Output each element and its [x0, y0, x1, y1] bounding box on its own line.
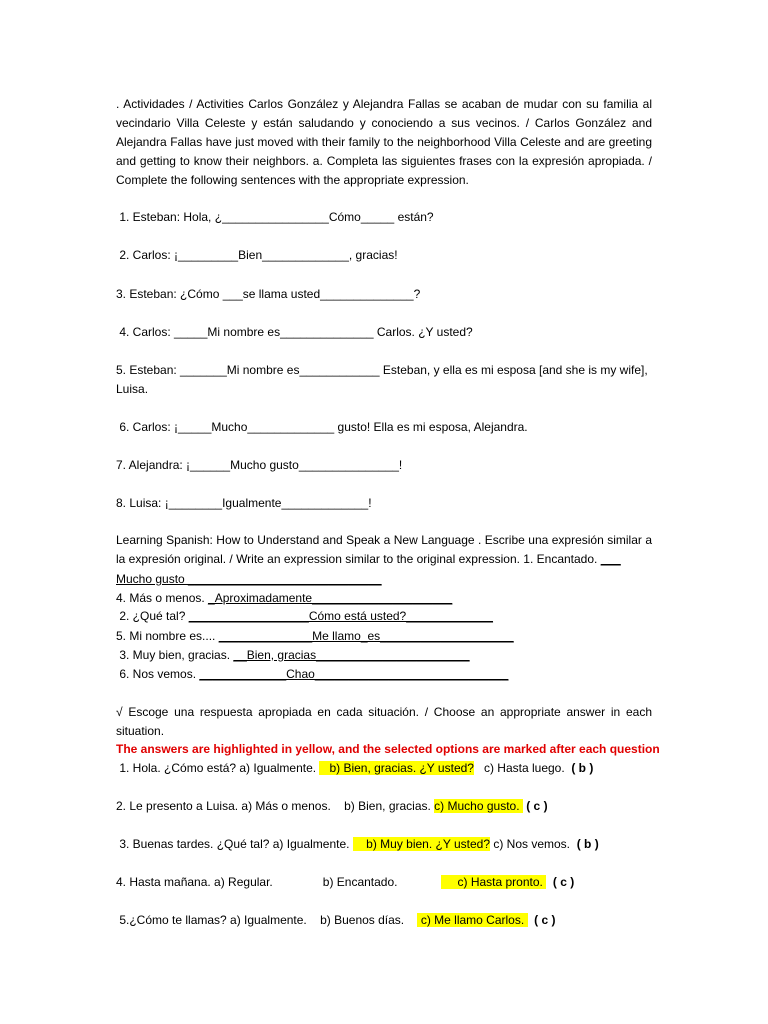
question-2: 2. Le presento a Luisa. a) Más o menos. b) Bien, gracias. c) Mucho gusto. ( c )	[116, 799, 548, 813]
exercise-a-line-4: 4. Carlos: _____Mi nombre es______________ Carlos. ¿Y usted?	[116, 325, 473, 339]
question-4: 4. Hasta mañana. a) Regular. b) Encantado. c) Hasta pronto. ( c )	[116, 875, 575, 889]
question-1: 1. Hola. ¿Cómo está? a) Igualmente. b) Bien, gracias. ¿Y usted? c) Hasta luego. ( b )	[116, 761, 594, 775]
intro-paragraph: . Actividades / Activities Carlos González y Alejandra Fallas se acaban de mudar con su familia al vecindario Villa Celeste y están saludando y conociendo a sus vecinos. / Carlos González and Alejandra Fallas have just moved with their family to the neighborhood Villa Celeste and are greeting and getting to know their neighbors. a. Completa las siguientes frases con la expresión apropiada. / Complete the following sentences with the appropriate expression.	[116, 97, 652, 187]
exercise-a-line-8: 8. Luisa: ¡________Igualmente_____________!	[116, 496, 372, 510]
exercise-a-line-7: 7. Alejandra: ¡______Mucho gusto_______________!	[116, 458, 403, 472]
selected-answer-highlight: b) Bien, gracias. ¿Y usted?	[319, 761, 474, 775]
exercise-a-line-5: 5. Esteban: _______Mi nombre es____________ Esteban, y ella es mi esposa [and she is my wife],	[116, 363, 648, 377]
exercise-b-line-1: Mucho gusto _____________________________	[116, 572, 382, 586]
exercise-a-line-3: 3. Esteban: ¿Cómo ___se llama usted______________?	[116, 287, 421, 301]
selected-answer-highlight: c) Hasta pronto.	[440, 875, 547, 889]
question-3: 3. Buenas tardes. ¿Qué tal? a) Igualmente. b) Muy bien. ¿Y usted? c) Nos vemos. ( b )	[116, 837, 599, 851]
exercise-b-line-2: 4. Más o menos. _Aproximadamente_____________________	[116, 591, 453, 605]
exercise-b-intro: Learning Spanish: How to Understand and Speak a New Language . Escribe una expresión similar a la expresión original. / Write an expression similar to the original expression. 1. Encantado. ___	[116, 533, 652, 566]
selected-answer-highlight: c) Mucho gusto.	[434, 799, 523, 813]
exercise-c-intro: √ Escoge una respuesta apropiada en cada situación. / Choose an appropriate answer in each situation.	[116, 705, 652, 738]
exercise-a-line-6: 6. Carlos: ¡_____Mucho_____________ gusto! Ella es mi esposa, Alejandra.	[116, 420, 528, 434]
selected-answer-highlight: c) Me llamo Carlos.	[417, 913, 528, 927]
selected-answer-highlight: b) Muy bien. ¿Y usted?	[352, 837, 490, 851]
exercise-b-line-3: 2. ¿Qué tal? __________________Cómo está usted?_____________	[116, 609, 493, 623]
exercise-b-line-6: 6. Nos vemos. _____________Chao_____________________________	[116, 667, 509, 681]
exercise-b-line-4: 5. Mi nombre es.... ______________Me llamo_es____________________	[116, 629, 514, 643]
answers-note: The answers are highlighted in yellow, and the selected options are marked after each question	[116, 742, 660, 756]
exercise-a-line-5-cont: Luisa.	[116, 382, 149, 396]
exercise-b-line-5: 3. Muy bien, gracias. __Bien, gracias_______________________	[116, 648, 470, 662]
exercise-a-line-1: 1. Esteban: Hola, ¿________________Cómo_____ están?	[116, 210, 434, 224]
exercise-a-line-2: 2. Carlos: ¡_________Bien_____________, gracias!	[116, 248, 398, 262]
question-5: 5.¿Cómo te llamas? a) Igualmente. b) Buenos días. c) Me llamo Carlos. ( c )	[116, 913, 556, 927]
